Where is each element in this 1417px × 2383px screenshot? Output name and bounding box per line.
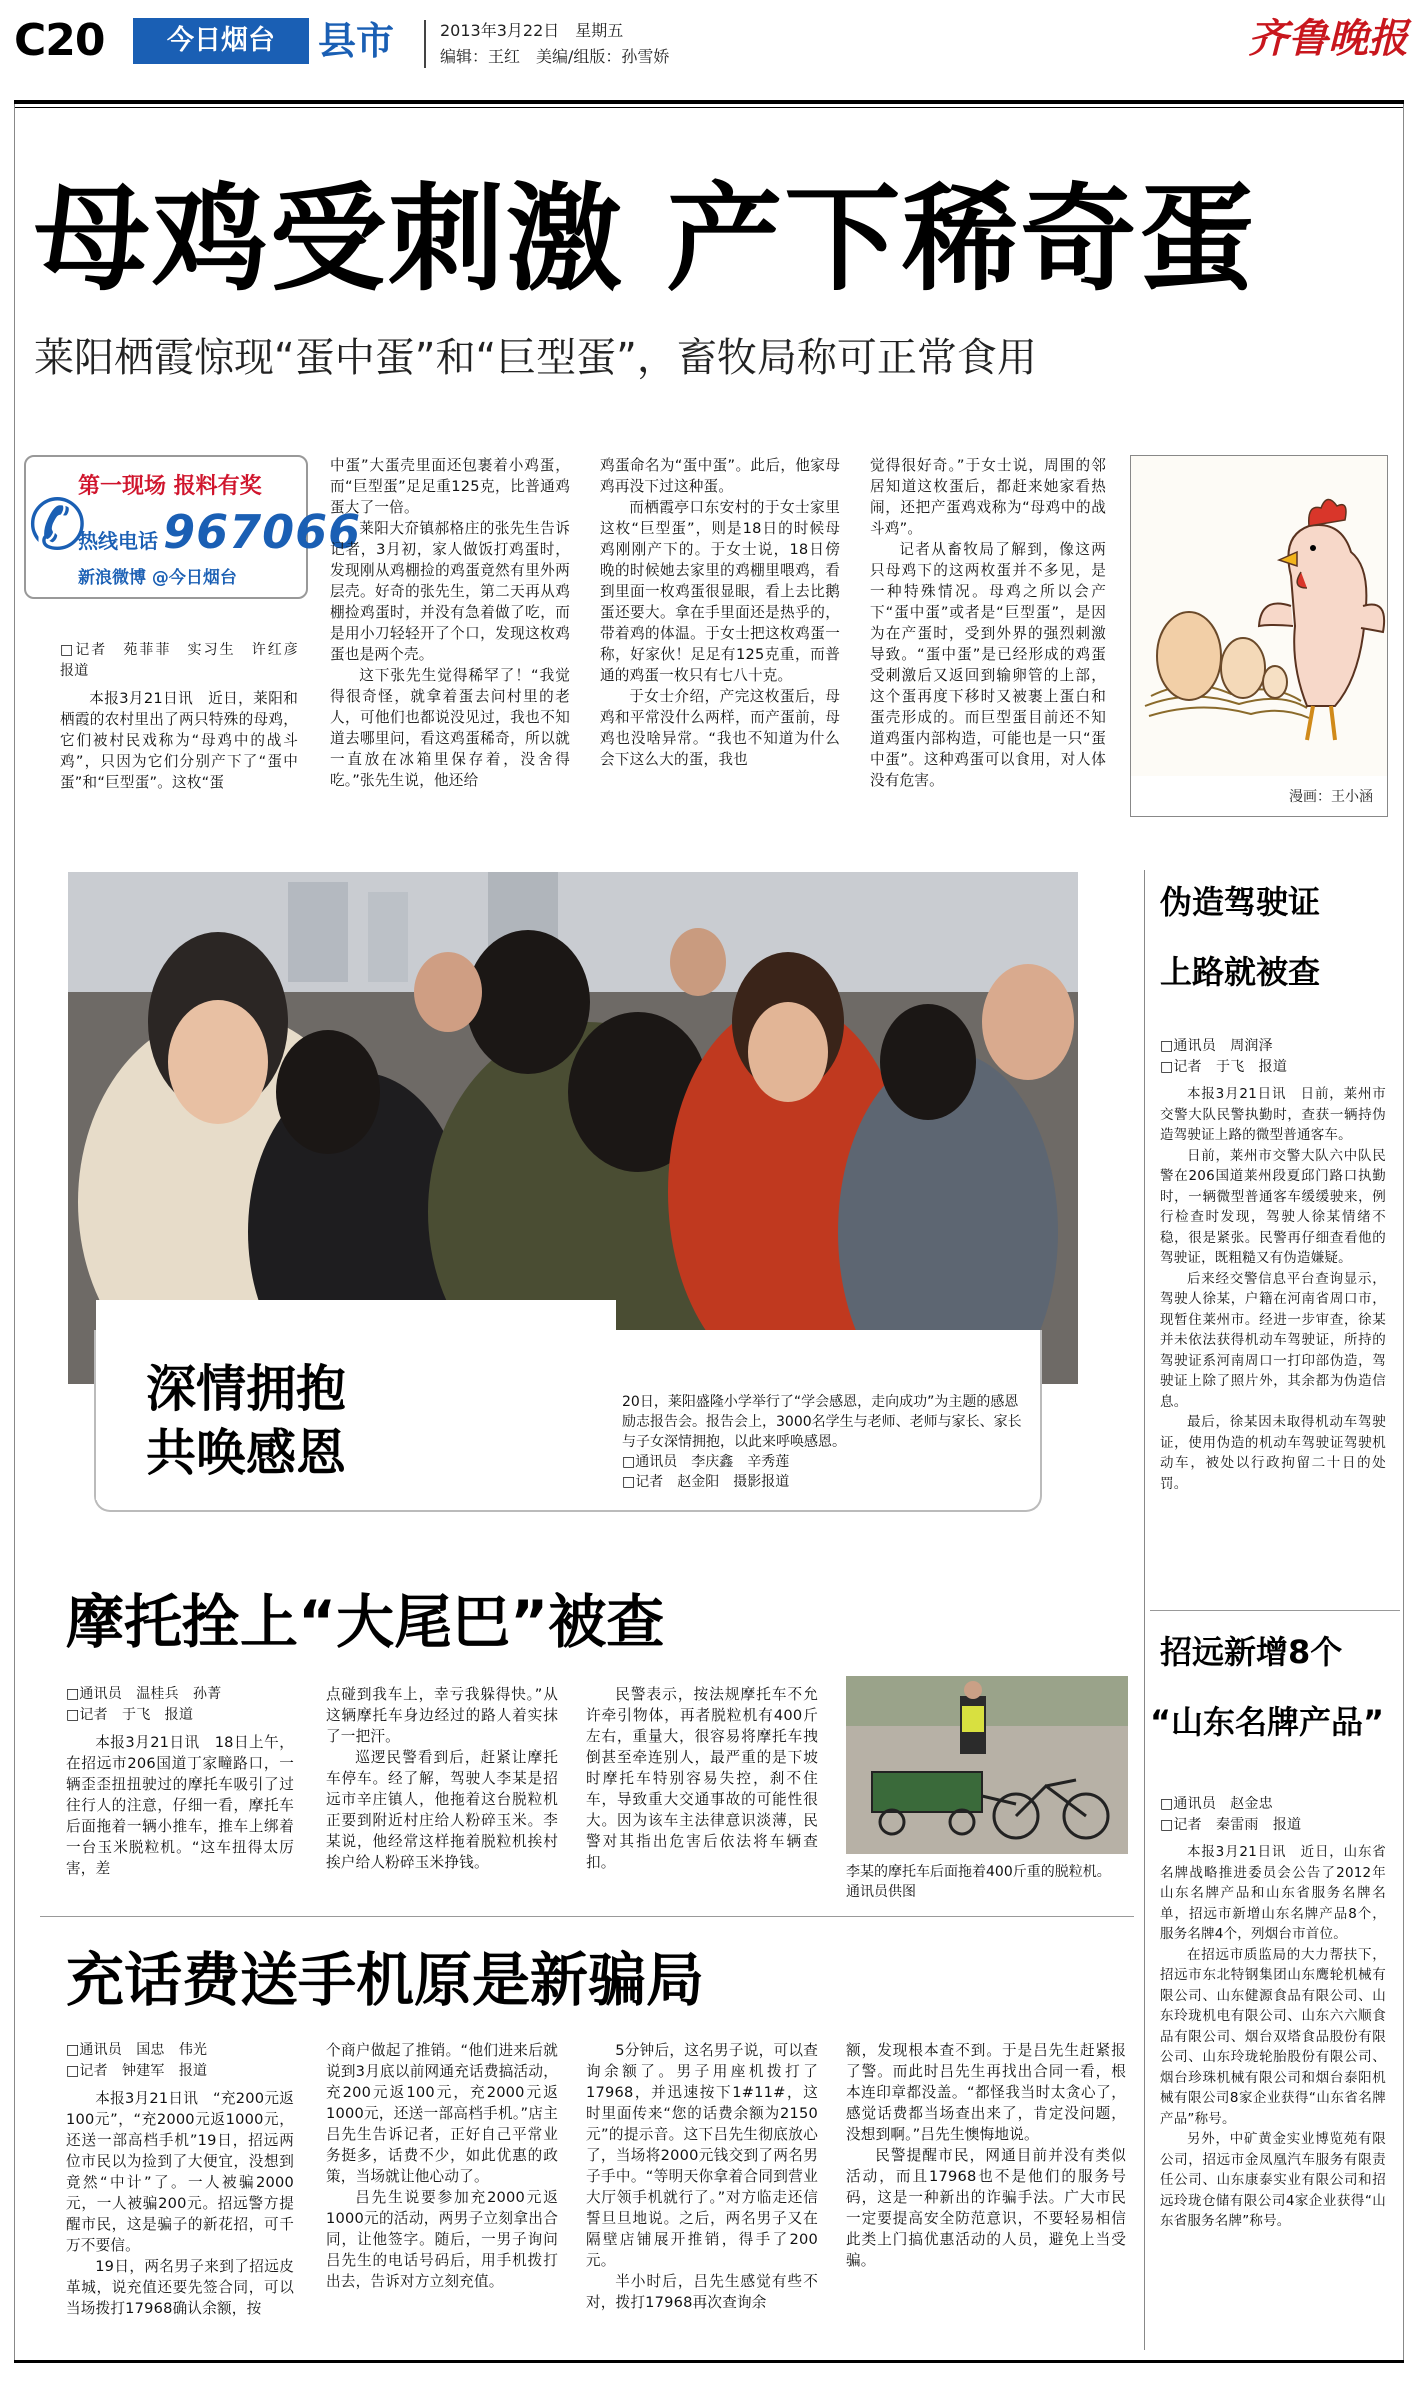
moto-col3-p1: 民警表示，按法规摩托车不允许牵引物体，再者脱粒机有400斤左右，重量大，很容易将摩托车拽倒甚至牵连别人，最严重的是下坡时摩托车特别容易失控，刹不住车，导致重大交通事故的可能性很大。因为该车主法律意识淡薄，民警对其指出危害后依法将车辆查扣。 <box>586 1686 818 1871</box>
moto-photo-caption: 李某的摩托车后面拖着400斤重的脱粒机。 通讯员供图 <box>846 1864 1118 1900</box>
side2-p2: 在招远市质监局的大力帮扶下，招远市东北特钢集团山东鹰轮机械有限公司、山东健源食品有限公司、山东玲珑机电有限公司、山东六六顺食品有限公司、烟台双塔食品股份有限公司、山东玲珑轮胎股份有限公司、烟台珍珠机械有限公司和烟台泰阳机械有限公司8家企业获得“山东省名牌产品”称号。 <box>1160 1946 1386 2127</box>
fraud-byline-1: □通讯员 国忠 伟光 <box>66 2042 208 2058</box>
section-name: 县市 <box>318 19 395 63</box>
main-byline: □记者 苑菲菲 实习生 许红彦 报道 <box>60 642 313 679</box>
page-number: C20 <box>14 15 105 66</box>
motorcycle-trailer-photo <box>846 1676 1128 1854</box>
main-col-2 <box>330 455 570 791</box>
side1-p1: 本报3月21日讯 日前，莱州市交警大队民警执勤时，查获一辆持伪造驾驶证上路的微型普通客车。 <box>1160 1086 1386 1143</box>
hotline-weibo: 新浪微博 @今日烟台 <box>78 568 237 588</box>
main-col4-p2: 记者从畜牧局了解到，像这两只母鸡下的这两枚蛋并不多见，是一种特殊情况。母鸡之所以会产下“蛋中蛋”或者是“巨型蛋”，是因为在产蛋时，受到外界的强烈刺激导致。“蛋中蛋”是已经形成的鸡蛋受刺激后又返回到输卵管的上部，这个蛋再度下移时又被裹上蛋白和蛋壳形成的。而巨型蛋目前还不知道鸡蛋内部构造，可能也是一只“蛋中蛋”。这种鸡蛋可以食用，对人体没有危害。 <box>870 541 1106 789</box>
cartoon-credit: 漫画：王小涵 <box>1289 789 1373 805</box>
moto-headline: 摩托拴上“大尾巴”被查 <box>66 1588 665 1656</box>
fraud-col3-p2: 半小时后，吕先生感觉有些不对，拨打17968再次查询余 <box>586 2273 818 2311</box>
main-col2-p2: 莱阳大夼镇郝格庄的张先生告诉记者，3月初，家人做饭打鸡蛋时，发现刚从鸡棚捡的鸡蛋竟然有里外两层壳。好奇的张先生，第二天再从鸡棚捡鸡蛋时，并没有急着做了吃，而是用小刀轻轻开了个口，发现这枚鸡蛋也是两个壳。 <box>330 520 570 663</box>
side2-p1: 本报3月21日讯 近日，山东省名牌战略推进委员会公告了2012年山东名牌产品和山东省服务名牌名单，招远市新增山东名牌产品8个，服务名牌4个，列烟台市首位。 <box>1160 1844 1386 1942</box>
side1-byline-1: □通讯员 周润泽 <box>1160 1038 1273 1054</box>
main-col-4 <box>870 455 1106 791</box>
sidebar-divider <box>1144 870 1145 2350</box>
fraud-col-3 <box>586 2040 818 2313</box>
fraud-col4-p2: 民警提醒市民，网通目前并没有类似活动，而且17968也不是他们的服务号码，这是一种新出的诈骗手法。广大市民一定要提高安全防范意识，不要轻易相信此类上门搞优惠活动的人员，避免上当受骗。 <box>846 2147 1126 2269</box>
editor-line: 编辑：王红 美编/组版：孙雪娇 <box>440 47 670 66</box>
photo-headline-1: 深情拥抱 <box>146 1360 346 1418</box>
fraud-col-2 <box>326 2040 558 2292</box>
main-col3-p2: 而栖霞亭口东安村的于女士家里这枚“巨型蛋”，则是18日的时候母鸡刚刚产下的。于女士说，18日傍晚的时候她去家里的鸡棚里喂鸡，看到里面一枚鸡蛋很显眼，看上去比鹅蛋还要大。拿在手里面还是热乎的，带着鸡的体温。于女士把这枚鸡蛋一称，好家伙！足足有125克重，而普通的鸡蛋一枚只有七八十克。 <box>600 499 840 684</box>
moto-photo <box>846 1676 1128 1854</box>
hotline-line1: 第一现场 报料有奖 <box>78 474 262 499</box>
side2-headline-1: 招远新增8个 <box>1160 1633 1343 1671</box>
moto-byline-2: □记者 于飞 报道 <box>66 1707 194 1723</box>
small-egg-icon <box>1221 638 1265 698</box>
moto-bottom-rule <box>40 1916 1134 1917</box>
side2-byline-2: □记者 秦雷雨 报道 <box>1160 1817 1302 1833</box>
giant-egg-icon <box>1157 612 1221 700</box>
side1-headline-2: 上路就被查 <box>1160 953 1321 991</box>
header-rule <box>14 100 1404 104</box>
moto-col-3 <box>586 1684 818 1873</box>
side1-p2: 日前，莱州市交警大队六中队民警在206国道莱州段夏邱门路口执勤时，一辆微型普通客车缓缓驶来，例行检查时发现，驾驶人徐某情绪不稳，很是紧张。民警再仔细查看他的驾驶证，既粗糙又有伪造嫌疑。 <box>1160 1147 1386 1266</box>
moto-col2-p2: 巡逻民警看到后，赶紧让摩托车停车。经了解，驾驶人李某是招远市辛庄镇人，他拖着这台脱粒机正要到附近村庄给人粉碎玉米。李某说，他经常这样拖着脱粒机挨村挨户给人粉碎玉米挣钱。 <box>326 1749 558 1871</box>
side2-p3: 另外，中矿黄金实业博览苑有限公司，招远市金凤凰汽车服务有限责任公司、山东康泰实业有限公司和招远玲珑仓储有限公司4家企业获得“山东省服务名牌”称号。 <box>1160 2131 1386 2229</box>
main-col4-p1: 觉得很好奇。”于女士说，周围的邻居知道这枚蛋后，都赶来她家看热闹，还把产蛋鸡戏称为“母鸡中的战斗鸡”。 <box>870 457 1106 537</box>
moto-col1-text: 本报3月21日讯 18日上午，在招远市206国道丁家疃路口，一辆歪歪扭扭驶过的摩托车吸引了过往行人的注意，仔细一看，摩托车后面拖着一辆小推车，推车上绑着一台玉米脱粒机。“这车扭得太厉害，差 <box>66 1734 294 1877</box>
side1-body <box>1160 1036 1386 1494</box>
chicken-egg-cartoon <box>1131 456 1387 776</box>
main-col2-p3: 这下张先生觉得稀罕了！“我觉得很奇怪，就拿着蛋去问村里的老人，可他们也都说没见过，我也不知道去哪里问，看这鸡蛋稀奇，所以就一直放在冰箱里保存着，没舍得吃。”张先生说，他还给 <box>330 667 570 789</box>
fraud-col-4 <box>846 2040 1126 2271</box>
side2-headline-2: “山东名牌产品” <box>1150 1703 1385 1741</box>
hotline-number: 967066 <box>163 505 362 559</box>
moto-col2-p1: 点碰到我车上，幸亏我躲得快。”从这辆摩托车身边经过的路人着实抹了一把汗。 <box>326 1686 558 1745</box>
main-col-3 <box>600 455 840 770</box>
fraud-headline: 充话费送手机原是新骗局 <box>66 1946 705 2014</box>
footer-rule <box>14 2360 1404 2363</box>
fraud-col2-p1: 个商户做起了推销。“他们进来后就说到3月底以前网通充话费搞活动，充200元返100元，充2000元返1000元，还送一部高档手机。”店主吕先生告诉记者，正好自己平常业务挺多，话费不少，如此优惠的政策，当场就让他心动了。 <box>326 2042 558 2185</box>
masthead-logo: 齐鲁晚报 <box>1248 15 1408 62</box>
side2-body <box>1160 1794 1386 2232</box>
main-col2-p1: 中蛋”大蛋壳里面还包裹着小鸡蛋，而“巨型蛋”足足重125克，比普通鸡蛋大了一倍。 <box>330 457 570 516</box>
fraud-col4-p1: 额，发现根本查不到。于是吕先生赶紧报了警。而此时吕先生再找出合同一看，根本连印章都没盖。“都怪我当时太贪心了，感觉话费都当场查出来了，肯定没问题，没想到啊。”吕先生懊悔地说。 <box>846 2042 1126 2143</box>
fraud-col2-p2: 吕先生说要参加充2000元返1000元的活动，两男子立刻拿出合同，让他签字。随后，一男子询问吕先生的电话号码后，用手机拨打出去，告诉对方立刻充值。 <box>326 2189 558 2290</box>
side1-p3: 后来经交警信息平台查询显示，驾驶人徐某，户籍在河南省周口市，现暂住莱州市。经进一步审查，徐某并未依法获得机动车驾驶证，所持的驾驶证系河南周口一打印部伪造，驾驶证上除了照片外，其余都为伪造信息。 <box>1160 1270 1386 1410</box>
photo-credit-2: □记者 赵金阳 摄影报道 <box>622 1474 790 1490</box>
frame-right <box>1403 104 1404 2360</box>
side1-byline-2: □记者 于飞 报道 <box>1160 1059 1288 1075</box>
section-tag-label: 今日烟台 <box>167 25 275 56</box>
frame-left <box>14 104 15 2360</box>
section-tag <box>133 18 309 64</box>
main-col3-p1: 鸡蛋命名为“蛋中蛋”。此后，他家母鸡再没下过这种蛋。 <box>600 457 840 495</box>
fraud-byline-2: □记者 钟建军 报道 <box>66 2063 208 2079</box>
header-rule-thin <box>14 107 1404 108</box>
main-headline: 母鸡受刺激 产下稀奇蛋 <box>34 172 1257 307</box>
main-col-1 <box>60 640 313 793</box>
fraud-col1-p1: 本报3月21日讯 “充200元返100元”，“充2000元返1000元，还送一部高档手机”19日，招远两位市民以为捡到了大便宜，没想到竟然“中计”了。一人被骗2000元，一人被骗200元。招远警方提醒市民，这是骗子的新花招，可千万不要信。 <box>66 2090 294 2254</box>
hotline-box <box>24 455 362 599</box>
photo-caption-text: 20日，莱阳盛隆小学举行了“学会感恩，走向成功”为主题的感恩励志报告会。报告会上，3000名学生与老师、老师与家长、家长与子女深情拥抱，以此来呼唤感恩。 <box>622 1394 1022 1450</box>
date-line: 2013年3月22日 星期五 <box>440 21 624 40</box>
photo-headline-2: 共唤感恩 <box>146 1424 346 1482</box>
photo-caption <box>622 1392 1022 1492</box>
main-col3-p3: 于女士介绍，产完这枚蛋后，母鸡和平常没什么两样，而产蛋前，母鸡也没啥异常。“我也不知道为什么会下这么大的蛋，我也 <box>600 688 840 768</box>
side1-p4: 最后，徐某因未取得机动车驾驶证，使用伪造的机动车驾驶证驾驶机动车，被处以行政拘留二十日的处罚。 <box>1160 1414 1386 1492</box>
phone-icon: ✆ <box>28 484 87 566</box>
hotline-label: 热线电话 <box>78 529 158 553</box>
fraud-col-1 <box>66 2040 294 2319</box>
photo-credit-1: □通讯员 李庆鑫 辛秀莲 <box>622 1454 790 1470</box>
moto-byline-1: □通讯员 温桂兵 孙菁 <box>66 1686 222 1702</box>
side1-headline-1: 伪造驾驶证 <box>1160 883 1321 921</box>
sidebar-rule <box>1150 1610 1400 1611</box>
header-divider <box>424 20 426 68</box>
moto-col-2 <box>326 1684 558 1873</box>
cartoon-frame <box>1130 455 1388 817</box>
fraud-col1-p2: 19日，两名男子来到了招远皮革城，说充值还要先签合同，可以当场拨打17968确认余额，按 <box>66 2258 294 2317</box>
main-subhead: 莱阳栖霞惊现“蛋中蛋”和“巨型蛋”，畜牧局称可正常食用 <box>34 335 1037 381</box>
fraud-col3-p1: 5分钟后，这名男子说，可以查询余额了。男子用座机拨打了17968，并迅速按下1#11#，这时里面传来“您的话费余额为2150元”的提示音。这下吕先生彻底放心了，当场将2000元钱交到了两名男子手中。“等明天你拿着合同到营业大厅领手机就行了。”对方临走还信誓旦旦地说。之后，两名男子又在隔壁店铺展开推销，得手了200元。 <box>586 2042 818 2269</box>
tiny-egg-icon <box>1263 666 1287 698</box>
moto-col-1 <box>66 1684 294 1879</box>
side2-byline-1: □通讯员 赵金忠 <box>1160 1796 1273 1812</box>
main-col1-text: 本报3月21日讯 近日，莱阳和栖霞的农村里出了两只特殊的母鸡，它们被村民戏称为“母鸡中的战斗鸡”，只因为它们分别产下了“蛋中蛋”和“巨型蛋”。这枚“蛋 <box>60 690 298 791</box>
